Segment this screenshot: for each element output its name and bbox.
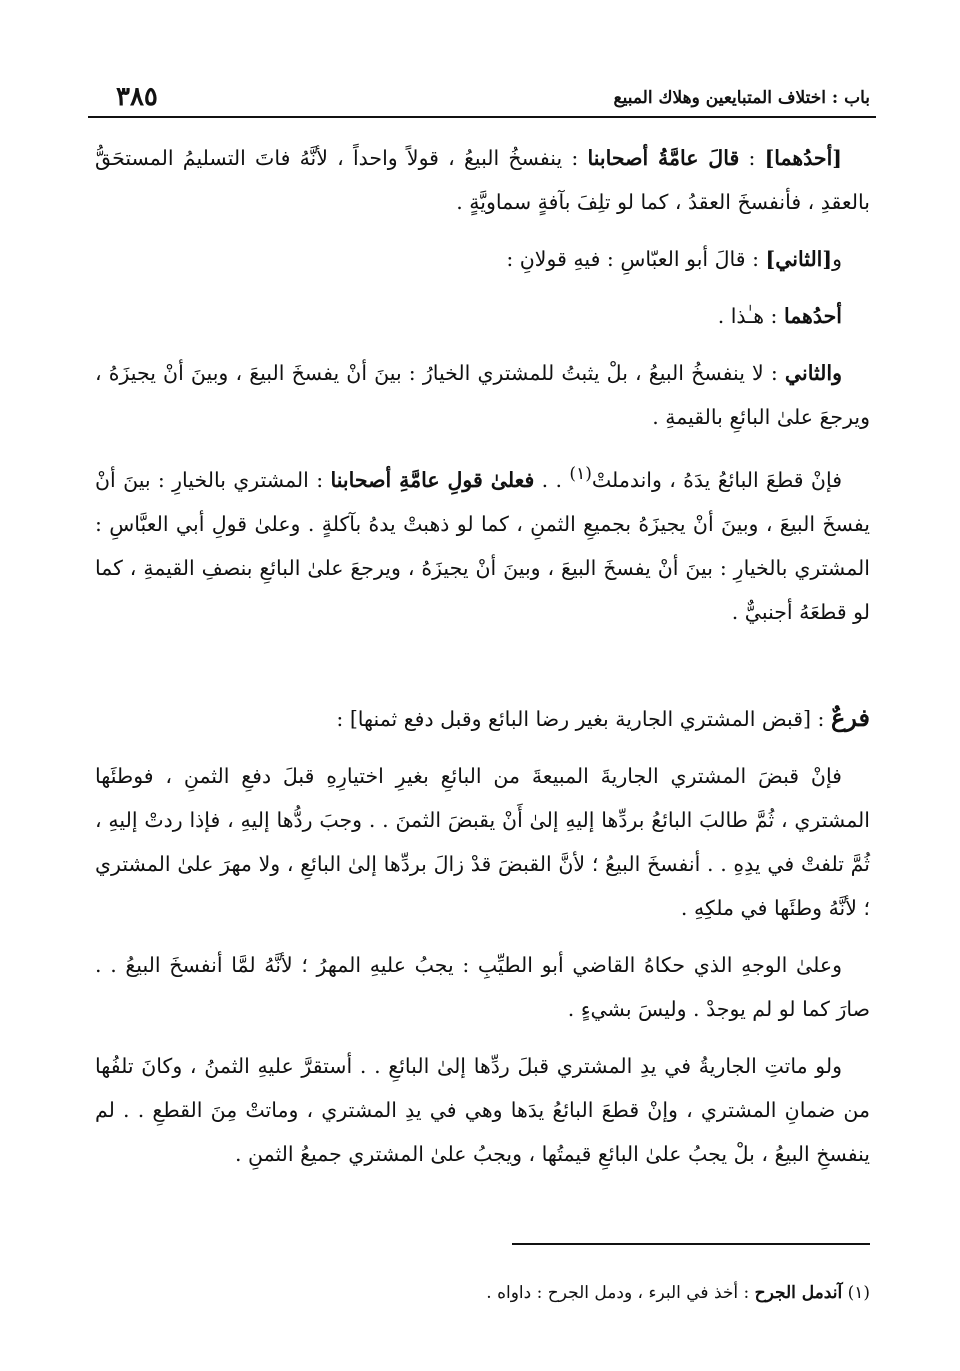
paragraph-dowry-view: وعلىٰ الوجهِ الذي حكاهُ القاضي أبو الطيِّبِ : يجبُ عليهِ المهرُ ؛ لأنَّهُ لمَّا أنفسخَ البيعُ . . صارَ كما لو لم يوجدْ . وليسَ بشيءٍ .: [95, 952, 870, 1021]
footnote-term: آندمل الجرح: [754, 1283, 843, 1303]
furu-label: فرعٌ: [830, 702, 870, 732]
paragraph-seizure: فإنْ قبضَ المشتري الجاريةَ المبيعةَ من البائعِ بغيرِ اختيارِهِ قبلَ دفعِ الثمنِ ، فوطئَها المشتري ، ثُمَّ طالبَ البائعُ بردِّها إليهِ إلىٰ أَنْ يقبضَ الثمنَ . . وجبَ ردُّها إليهِ ، فإذا ردتْ إليهِ ، ثُمَّ تلفتْ في يدِهِ . . أنفسخَ البيعُ ؛ لأنَّ القبضَ قدْ زالَ بردِّها إلىٰ البائعِ ، ولا مهرَ علىٰ المشتري ؛ لأنَّهُ وطئَها في ملكِهِ .: [95, 763, 870, 920]
footnote-number: (١): [847, 1283, 870, 1303]
bold-term: قالَ عامَّةُ أصحابنا: [587, 146, 740, 170]
footnote-divider: [512, 1243, 870, 1245]
text-run: : المشتري بالخيارِ : بينَ أنْ يفسخَ البيعَ ، وبينَ أنْ يجيزَهُ بجميعِ الثمنِ ، كما لو ذهبتْ يدهُ بآكلةٍ . وعلىٰ قولِ أبي العبَّاسِ : المشتري بالخيارِ : بينَ أنْ يفسخَ البيعَ ، وبينَ أنْ يجيزَهُ ، ويرجعَ علىٰ البائعِ بنصفِ القيمةِ ، كما لو قطعَهُ أجنبيٌّ .: [95, 467, 870, 624]
text-run: : لا ينفسخُ البيعُ ، بلْ يثبتُ للمشتري الخيارُ : بينَ أنْ يفسخَ البيعَ ، وبينَ أنْ يجيزَهُ ، ويرجعَ علىٰ البائعِ بالقيمةِ .: [95, 361, 870, 429]
paragraph-death: ولو ماتتِ الجاريةُ في يدِ المشتري قبلَ ردِّها إلىٰ البائعِ . . أستقرَّ عليهِ الثمنُ ، وكانَ تلفُها من ضمانِ المشتري ، وإنْ قطعَ البائعُ يدَها وهي في يدِ المشتري ، وماتتْ مِنَ القطعِ . . لم ينفسخِ البيعُ ، بلْ يجبُ علىٰ البائعِ قيمتُها ، ويجبُ علىٰ المشتري جميعُ الثمنِ .: [95, 1053, 870, 1166]
running-title: باب : اختلاف المتبايعين وهلاك المبيع: [613, 88, 870, 108]
footnote-text: : أخذ في البرء ، ودمل الجرح : داواه .: [486, 1283, 755, 1303]
text-run: : قالَ أبو العبّاسِ : فيهِ قولانِ :: [506, 247, 766, 271]
bold-term: والثاني: [784, 361, 842, 385]
text-run: : هـٰذا .: [717, 304, 784, 328]
bold-term: أحدُهما: [783, 304, 842, 328]
paragraph-hand-cut: [95, 452, 870, 634]
text-run: . .: [534, 467, 570, 492]
paragraph-first-saying: [95, 294, 870, 338]
footnote: [200, 1278, 870, 1308]
page-number: ٣٨٥: [116, 82, 158, 112]
text-run: و: [832, 247, 842, 271]
section-heading: [95, 696, 870, 741]
paragraph-second-saying: [95, 351, 870, 439]
bold-term: [الثاني]: [765, 247, 833, 271]
section-heading-text: : [قبض المشتري الجارية بغير رضا البائع وقبل دفع ثمنها] :: [336, 706, 831, 731]
paragraph-second-opinion: [95, 237, 870, 281]
text-run: : ينفسخُ البيعُ ، قولاً واحداً ، لأنَّهُ فاتَ التسليمُ المستحَقُّ بالعقدِ ، فأنفسخَ العقدُ ، كما لو تلِفَ بآفةٍ سماويَّةٍ .: [95, 146, 870, 214]
text-run: :: [739, 146, 765, 170]
text-run: فإنْ قطعَ البائعُ يدَهُ ، واندملتْ: [591, 467, 842, 492]
bold-term: [أحدُهما]: [764, 146, 842, 170]
main-text: [95, 136, 870, 1189]
paragraph-first-opinion: [95, 136, 870, 224]
page-header: [88, 80, 876, 118]
bold-term: فعلىٰ قولِ عامَّةِ أصحابنا: [330, 467, 535, 492]
footnote-marker[interactable]: (١): [569, 464, 592, 484]
